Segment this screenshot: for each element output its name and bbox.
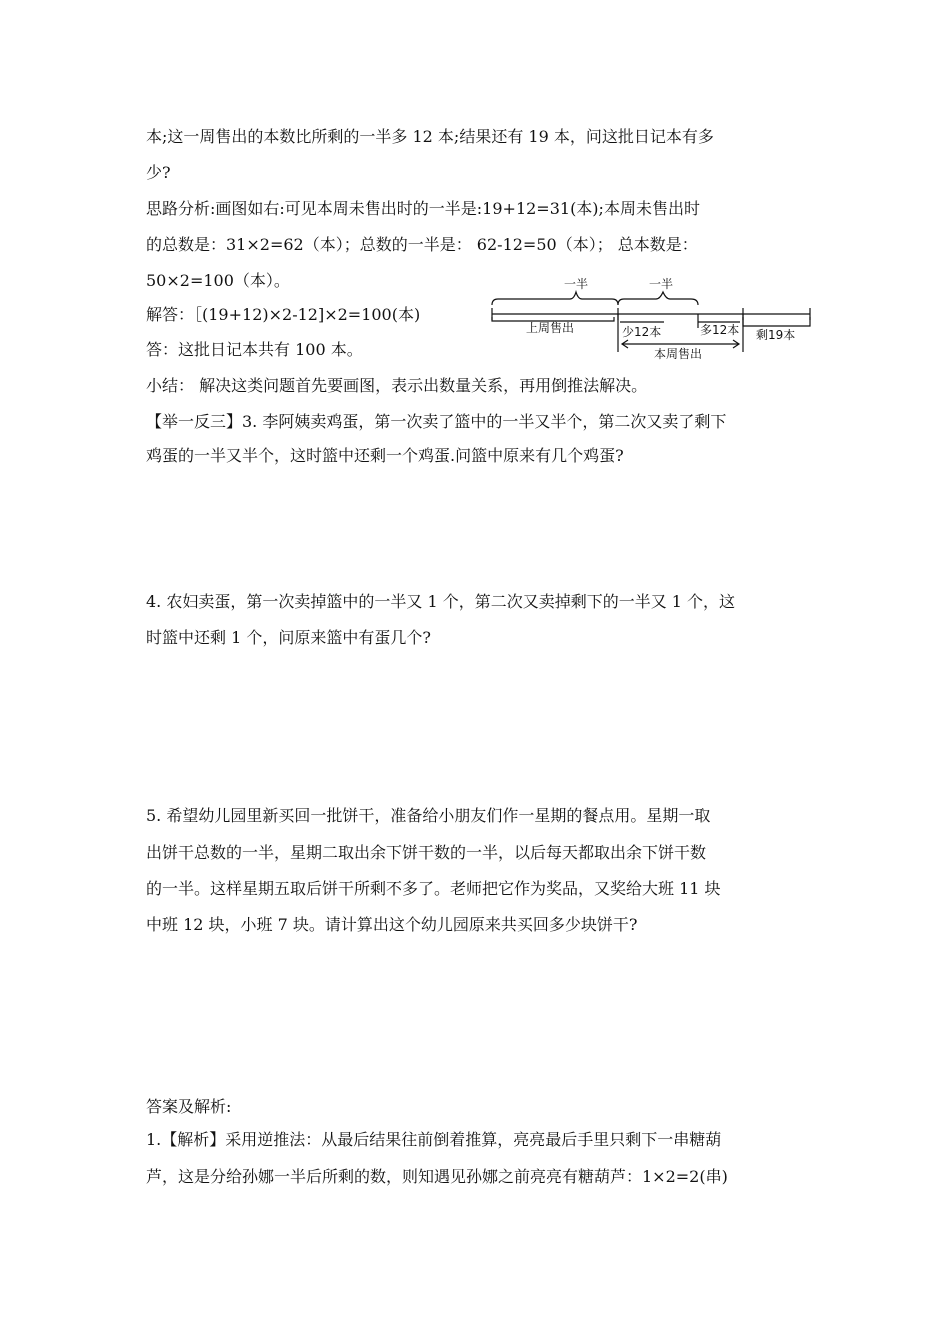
text-line: 鸡蛋的一半又半个，这时篮中还剩一个鸡蛋.问篮中原来有几个鸡蛋? bbox=[146, 446, 624, 465]
half-label-2: 一半 bbox=[649, 277, 674, 291]
text-line: 时篮中还剩 1 个，问原来篮中有蛋几个? bbox=[146, 628, 431, 647]
line-segment-diagram bbox=[488, 272, 818, 362]
text-line: 的总数是：31×2=62（本）；总数的一半是： 62-12=50（本）； 总本数是： bbox=[146, 235, 698, 254]
text-line: 的一半。这样星期五取后饼干所剩不多了。老师把它作为奖品，又奖给大班 11 块 bbox=[146, 879, 721, 898]
text-line: 解答：［(19+12)×2-12]×2=100(本) bbox=[146, 305, 421, 324]
bracket-left bbox=[743, 317, 810, 326]
text-line: 50×2=100（本）。 bbox=[146, 271, 290, 290]
text-line: 小结： 解决这类问题首先要画图，表示出数量关系，再用倒推法解决。 bbox=[146, 376, 648, 395]
text-line: 中班 12 块，小班 7 块。请计算出这个幼儿园原来共买回多少块饼干? bbox=[146, 915, 638, 934]
text-line: 少? bbox=[146, 163, 171, 182]
text-line: 本;这一周售出的本数比所剩的一半多 12 本;结果还有 19 本，问这批日记本有多 bbox=[146, 127, 714, 146]
more-12-label: 多12本 bbox=[700, 323, 740, 337]
text-line: 1.【解析】采用逆推法：从最后结果往前倒着推算，亮亮最后手里只剩下一串糖葫 bbox=[146, 1130, 722, 1149]
last-week-label: 上周售出 bbox=[526, 321, 575, 335]
this-week-label: 本周售出 bbox=[654, 347, 703, 361]
text-line: 芦，这是分给孙娜一半后所剩的数，则知遇见孙娜之前亮亮有糖葫芦：1×2=2(串) bbox=[146, 1167, 728, 1186]
text-line: 答案及解析: bbox=[146, 1097, 232, 1116]
text-line: 5. 希望幼儿园里新买回一批饼干，准备给小朋友们作一星期的餐点用。星期一取 bbox=[146, 806, 711, 825]
text-line: 出饼干总数的一半，星期二取出余下饼干数的一半，以后每天都取出余下饼干数 bbox=[146, 843, 707, 862]
brace-half-2 bbox=[618, 292, 698, 305]
less-12-label: 少12本 bbox=[622, 325, 662, 339]
text-line: 4. 农妇卖蛋，第一次卖掉篮中的一半又 1 个，第二次又卖掉剩下的一半又 1 个，这 bbox=[146, 592, 736, 611]
text-line: 答：这批日记本共有 100 本。 bbox=[146, 340, 363, 359]
brace-half-1 bbox=[492, 292, 618, 305]
text-line: 思路分析:画图如右:可见本周未售出时的一半是:19+12=31(本);本周未售出时 bbox=[146, 199, 700, 218]
half-label-1: 一半 bbox=[564, 277, 589, 291]
text-line: 【举一反三】3. 李阿姨卖鸡蛋，第一次卖了篮中的一半又半个，第二次又卖了剩下 bbox=[146, 412, 727, 431]
left-19-label: 剩19本 bbox=[756, 328, 796, 342]
